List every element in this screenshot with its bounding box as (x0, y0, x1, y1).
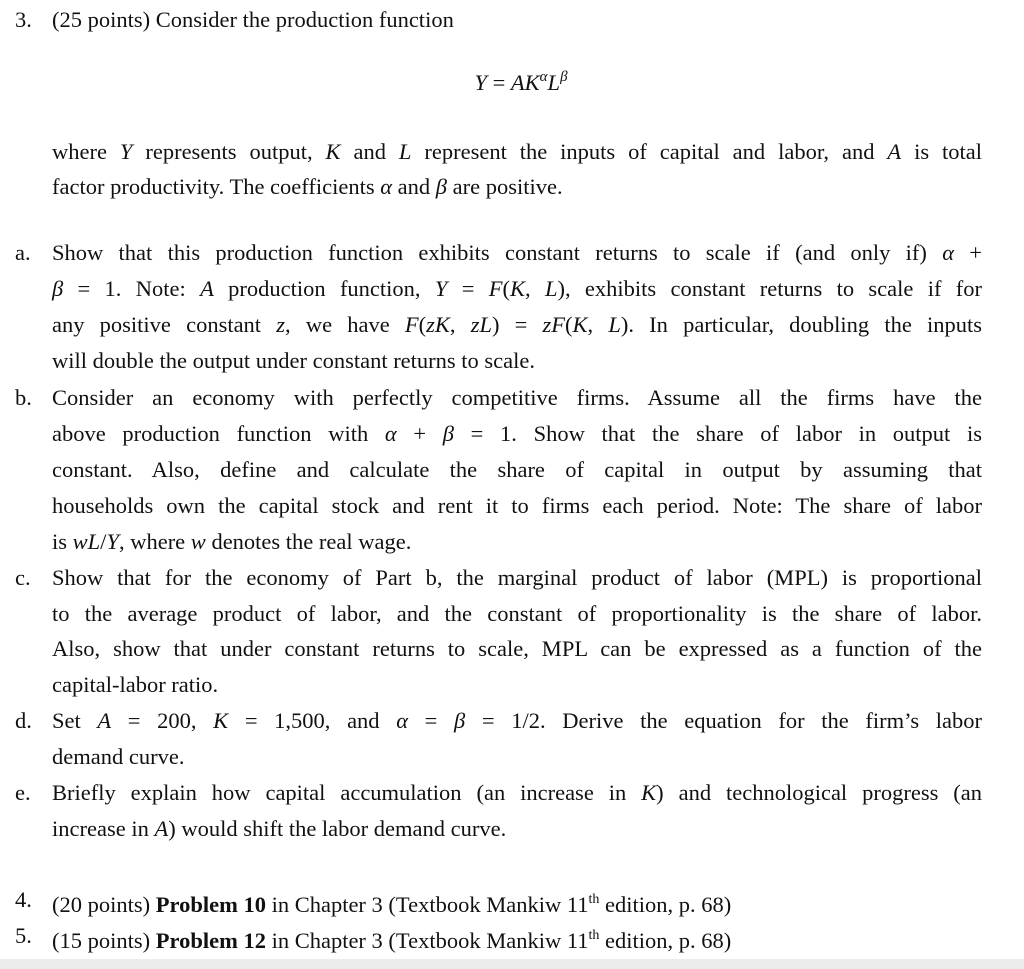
part-d-line: demand curve. (52, 744, 185, 769)
intro-line: where Y represents output, K and L represent the inputs of capital and labor, and A is total (52, 139, 982, 164)
problem-source: in Chapter 3 (Textbook Mankiw 11th edition, p. 68) (271, 928, 732, 953)
question-header: (25 points) Consider the production function (52, 7, 454, 32)
intro-line: factor productivity. The coefficients α and β are positive. (52, 174, 563, 199)
question-number: 3. (15, 7, 32, 32)
problem-reference: Problem 12 (155, 928, 266, 953)
page-bottom-edge (0, 959, 1024, 969)
problem-source: in Chapter 3 (Textbook Mankiw 11th edition, p. 68) (271, 892, 732, 917)
part-marker-d: d. (15, 708, 32, 733)
part-b-line: constant. Also, define and calculate the share of capital in output by assuming that (52, 457, 982, 482)
part-b-line: is wL/Y, where w denotes the real wage. (52, 529, 412, 554)
part-a-line: any positive constant z, we have F(zK, zL) = zF(K, L). In particular, doubling the inputs (52, 312, 983, 337)
part-a-line: Show that this production function exhibits constant returns to scale if (and only if) α + (52, 240, 982, 265)
part-b-line: households own the capital stock and rent it to firms each period. Note: The share of labor (52, 493, 982, 518)
part-d-line: Set A = 200, K = 1,500, and α = β = 1/2. Derive the equation for the firm’s labor (52, 708, 982, 733)
part-marker-b: b. (15, 385, 32, 410)
part-e-line: Briefly explain how capital accumulation (an increase in K) and technological progress (an (52, 780, 982, 805)
question-number: 4. (15, 887, 32, 912)
question-points: (20 points) (52, 892, 151, 917)
part-a-line: will double the output under constant returns to scale. (52, 348, 536, 373)
production-function-equation: $Y = AK^\alpha L^\beta$ (474, 69, 568, 95)
part-e-line: increase in A) would shift the labor demand curve. (52, 816, 507, 841)
part-marker-e: e. (15, 780, 31, 805)
question-points: (15 points) (52, 928, 151, 953)
part-c-line: capital-labor ratio. (52, 672, 219, 697)
part-marker-a: a. (15, 240, 31, 265)
part-b-line: above production function with α + β = 1. Show that the share of labor in output is (52, 421, 982, 446)
question-5-line (52, 922, 731, 955)
part-c-line: Show that for the economy of Part b, the marginal product of labor (MPL) is proportional (52, 565, 982, 590)
part-b-line: Consider an economy with perfectly competitive firms. Assume all the firms have the (52, 385, 982, 410)
question-4-line (52, 886, 731, 919)
question-number: 5. (15, 923, 32, 948)
part-c-line: to the average product of labor, and the constant of proportionality is the share of labor. (52, 601, 982, 626)
problem-reference: Problem 10 (155, 892, 266, 917)
part-marker-c: c. (15, 565, 31, 590)
part-c-line: Also, show that under constant returns to scale, MPL can be expressed as a function of the (52, 636, 982, 661)
part-a-line: β = 1. Note: A production function, Y = F(K, L), exhibits constant returns to scale if for (52, 276, 982, 301)
